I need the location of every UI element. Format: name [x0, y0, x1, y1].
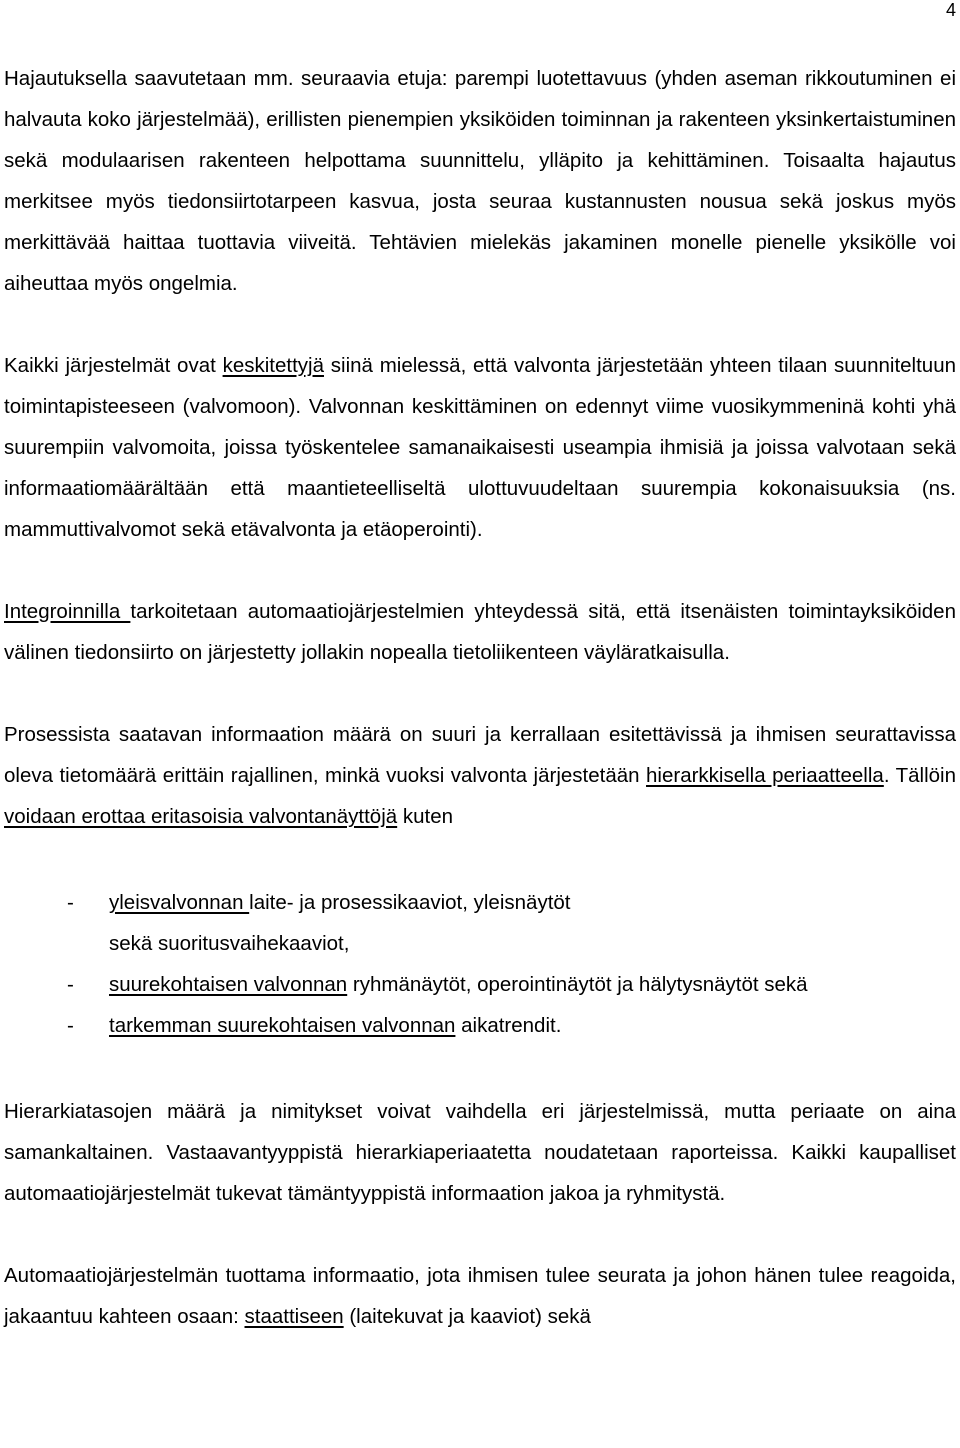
list-item-continuation: sekä suoritusvaihekaaviot,: [109, 932, 350, 955]
list-item: [4, 964, 956, 1005]
list-dash: -: [67, 891, 74, 914]
paragraph-centralized: [4, 345, 956, 550]
term-general-monitoring: yleisvalvonnan: [109, 891, 250, 914]
paragraph-text: siinä mielessä, että valvonta järjestetään yhteen tilaan suunniteltuun toimintapisteeseen (valvomoon). Valvonnan keskittäminen on edennyt viime vuosikymmeninä kohti yhä suurempiin valvomoita, joissa työskentelee samanaikaisesti useampia ihmisiä ja joissa valvotaan sekä informaatiomäärältään että maantieteelliseltä ulottuvuudeltaan suurempia kokonaisuuksia (ns. mammuttivalvomot sekä etävalvonta ja etäoperointi).: [4, 354, 956, 541]
display-level-list: [4, 882, 956, 1046]
paragraph-text: Kaikki järjestelmät ovat: [4, 354, 223, 377]
paragraph-decentralization: Hajautuksella saavutetaan mm. seuraavia etuja: parempi luotettavuus (yhden aseman rikkoutuminen ei halvauta koko järjestelmää), erillisten pienempien yksiköiden toiminnan ja rakenteen yksinkertaistuminen sekä modulaarisen rakenteen helpottama suunnittelu, ylläpito ja kehittäminen. Toisaalta hajautus merkitsee myös tiedonsiirtotarpeen kasvua, josta seuraa kustannusten nousua sekä joskus myös merkittävää haittaa tuottavia viiveitä. Tehtävien mielekäs jakaminen monelle pienelle yksikölle voi aiheuttaa myös ongelmia.: [4, 67, 956, 295]
paragraph-text: Automaatiojärjestelmän tuottama informaatio, jota ihmisen tulee seurata ja johon hänen tulee reagoida, jakaantuu kahteen osaan:: [4, 1264, 956, 1328]
term-display-levels: voidaan erottaa eritasoisia valvontanäyttöjä: [4, 805, 398, 828]
page-number: 4: [945, 0, 956, 20]
paragraph-hierarchy: [4, 714, 956, 837]
term-detailed-monitoring: tarkemman suurekohtaisen valvonnan: [109, 1014, 456, 1037]
list-item: [4, 882, 956, 964]
term-hierarchical: hierarkkisella periaatteella: [646, 764, 884, 787]
paragraph-text: . Tällöin: [883, 764, 956, 787]
term-variable-monitoring: suurekohtaisen valvonnan: [109, 973, 348, 996]
term-centralized: keskitettyjä: [222, 354, 324, 377]
list-item-text: laite- ja prosessikaaviot, yleisnäytöt: [249, 891, 571, 914]
document-body: [4, 58, 956, 1337]
list-item-text: aikatrendit.: [455, 1014, 562, 1037]
paragraph-text: tarkoitetaan automaatiojärjestelmien yhteydessä sitä, että itsenäisten toimintayksiköiden välinen tiedonsiirto on järjestetty jollakin nopealla tietoliikenteen väyläratkaisulla.: [4, 600, 956, 664]
term-integration: Integroinnilla: [4, 600, 131, 623]
paragraph-text: Prosessista saatavan informaation määrä on suuri ja kerrallaan esitettävissä ja ihmisen seurattavissa oleva tietomäärä erittäin rajallinen, minkä vuoksi valvonta järjestetään: [4, 723, 956, 787]
list-item-text: ryhmänäytöt, operointinäytöt ja hälytysnäytöt sekä: [347, 973, 808, 996]
list-item: [4, 1005, 956, 1046]
paragraph-text: kuten: [397, 805, 454, 828]
paragraph-text: (laitekuvat ja kaaviot) sekä: [343, 1305, 591, 1328]
paragraph-hierarchy-levels: Hierarkiatasojen määrä ja nimitykset voivat vaihdella eri järjestelmissä, mutta periaate on aina samankaltainen. Vastaavantyyppistä hierarkiaperiaatetta noudatetaan raporteissa. Kaikki kaupalliset automaatiojärjestelmät tukevat tämäntyyppistä informaation jakoa ja ryhmitystä.: [4, 1100, 956, 1205]
paragraph-integration: [4, 591, 956, 673]
term-static: staattiseen: [244, 1305, 344, 1328]
list-dash: -: [67, 1014, 74, 1037]
list-dash: -: [67, 973, 74, 996]
paragraph-information: [4, 1255, 956, 1337]
